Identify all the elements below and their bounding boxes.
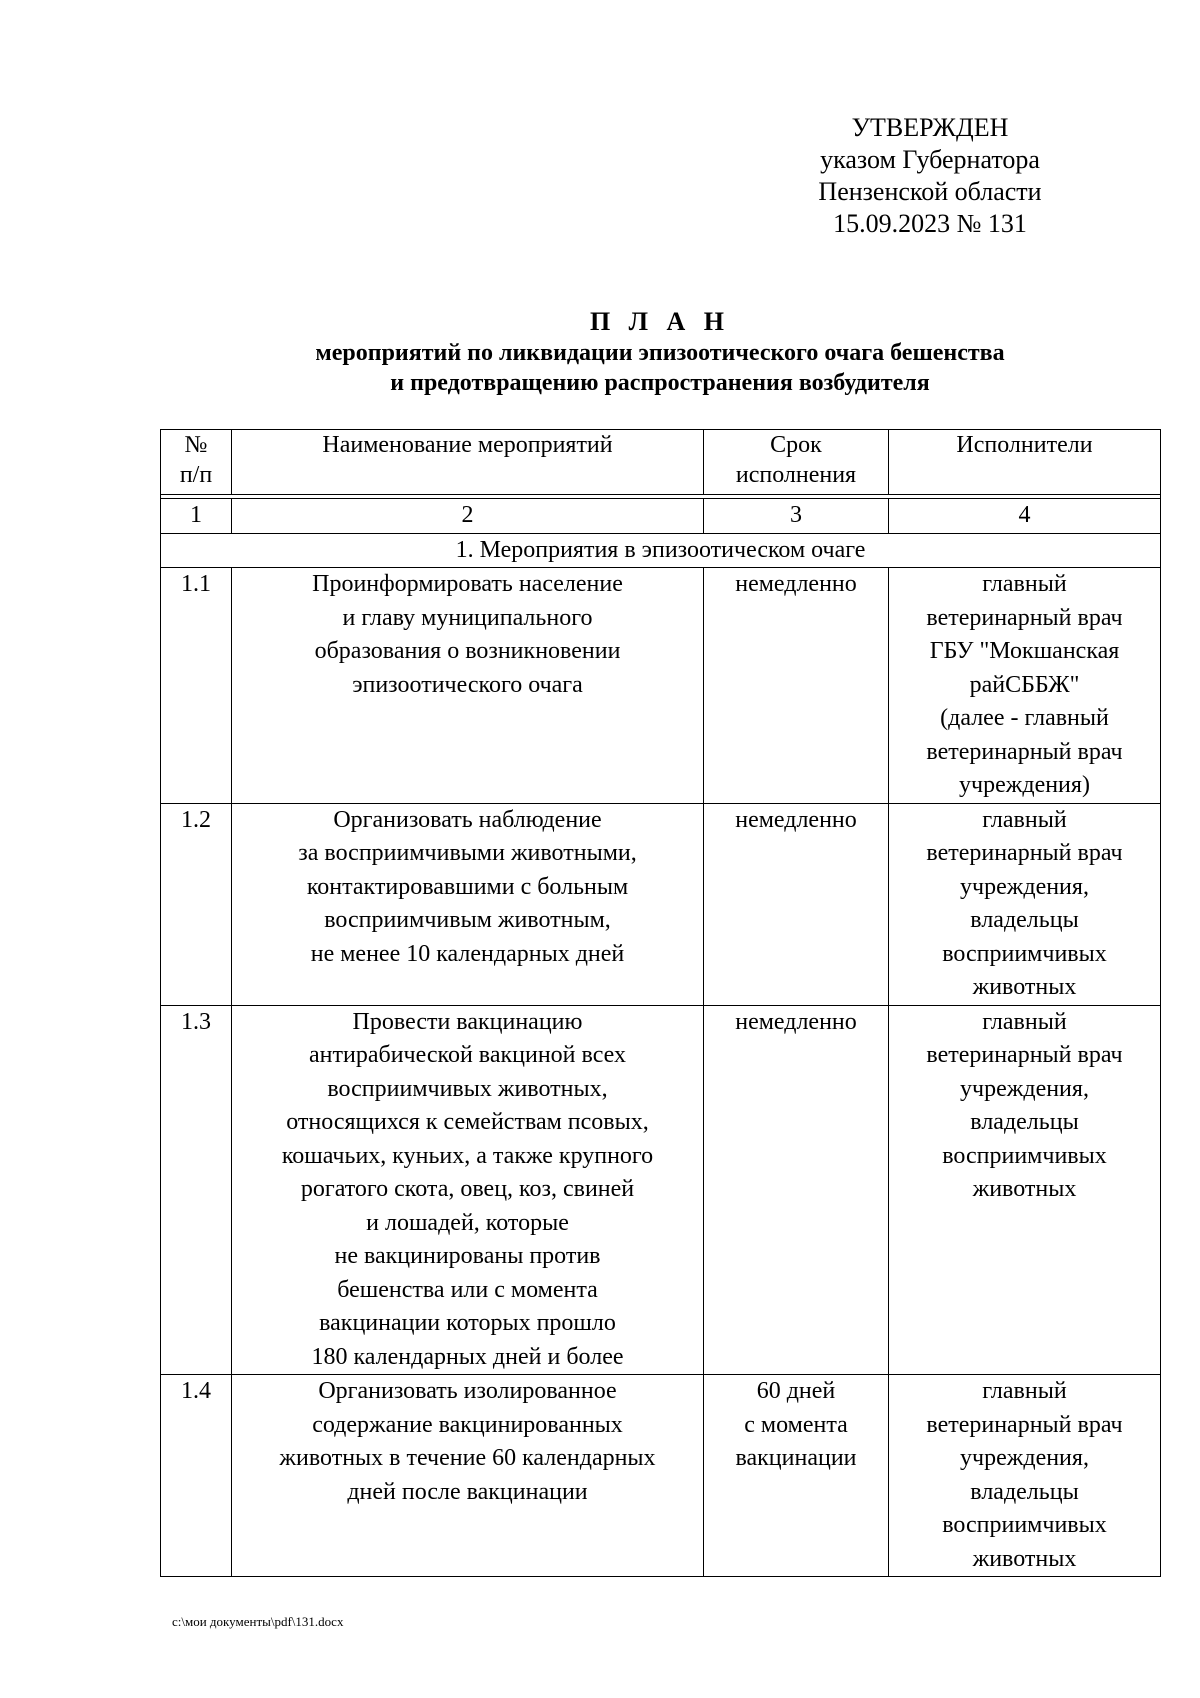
plan-table [160,429,1161,1577]
row-activity-line: рогатого скота, овец, коз, свиней [300,1176,635,1202]
approval-stamp [780,112,1080,240]
row-activity-line: контактировавшими с больным [306,873,629,900]
table-header-row [161,430,1161,495]
row-term-line: немедленно [735,571,857,597]
row-activity-line: образования о возникновении [314,638,621,664]
header-num-line-1: № [184,432,208,458]
row-number: 1.4 [161,1375,232,1577]
row-term [704,1005,889,1375]
approval-line-2: указом Губернатора [820,145,1040,174]
row-activity-line: восприимчивым животным, [324,907,611,933]
row-activity [232,1005,704,1375]
row-activity-line: относящихся к семействам псовых, [286,1109,649,1135]
row-executors-line: ветеринарный врач [926,738,1123,765]
row-activity-line: Организовать изолированное [318,1378,617,1404]
column-number-3: 3 [704,499,889,534]
header-term [704,430,889,495]
row-executors [889,1375,1161,1577]
header-term-line-1: Срок [770,432,822,458]
table-row [161,1005,1161,1375]
row-term-line: с момента [744,1411,848,1438]
section-title: 1. Мероприятия в эпизоотическом очаге [161,533,1161,568]
row-executors-line: учреждения, [960,1445,1089,1471]
row-number: 1.3 [161,1005,232,1375]
row-activity-line: кошачьих, куньих, а также крупного [281,1142,654,1169]
row-activity-line: дней после вакцинации [347,1478,588,1505]
approval-line-3: Пензенской области [818,177,1042,206]
section-row [161,533,1161,568]
column-number-1: 1 [161,499,232,534]
row-executors-line: восприимчивых [942,1142,1107,1169]
row-activity-line: и главу муниципального [342,604,593,631]
title-sub-1: мероприятий по ликвидации эпизоотического очага бешенства [315,340,1005,366]
row-number: 1.2 [161,803,232,1005]
row-executors-line: главный [982,1008,1067,1035]
row-executors-line: главный [982,1378,1067,1404]
header-executors: Исполнители [889,430,1161,495]
row-activity-line: и лошадей, которые [366,1209,569,1236]
row-executors-line: животных [972,974,1077,1000]
approval-line-1: УТВЕРЖДЕН [851,113,1009,142]
row-activity-line: содержание вакцинированных [312,1411,623,1438]
row-term-line: немедленно [735,1008,857,1035]
row-activity-line: за восприимчивыми животными, [298,840,637,866]
row-term [704,1375,889,1577]
title-main: П Л А Н [589,307,731,336]
row-executors [889,803,1161,1005]
row-executors-line: ветеринарный врач [926,1411,1123,1438]
row-number: 1.1 [161,568,232,804]
row-activity-line: вакцинации которых прошло [319,1310,616,1336]
table-row [161,1375,1161,1577]
row-activity-line: антирабической вакциной всех [309,1042,626,1068]
column-number-4: 4 [889,499,1161,534]
row-executors-line: учреждения, [960,1075,1089,1102]
row-executors-line: восприимчивых [942,940,1107,967]
row-activity [232,1375,704,1577]
row-executors-line: учреждения) [959,772,1090,798]
row-activity-line: Провести вакцинацию [352,1008,583,1035]
table-row [161,568,1161,804]
table-row [161,803,1161,1005]
column-number-2: 2 [232,499,704,534]
column-numbers-row [161,499,1161,534]
row-executors-line: ветеринарный врач [926,1042,1123,1068]
file-path-footer: c:\мои документы\pdf\131.docx [172,1614,344,1629]
row-activity-line: эпизоотического очага [352,671,583,698]
row-executors [889,1005,1161,1375]
row-executors-line: ветеринарный врач [926,840,1123,866]
row-executors-line: райСББЖ" [969,671,1080,698]
row-activity-line: Организовать наблюдение [333,806,602,833]
row-executors-line: животных [972,1176,1077,1202]
row-term [704,803,889,1005]
row-term-line: 60 дней [756,1378,836,1404]
header-num-line-2: п/п [179,462,213,488]
row-executors-line: ГБУ "Мокшанская [929,638,1120,664]
row-activity [232,568,704,804]
title-sub-2: и предотвращению распространения возбудителя [390,370,930,396]
row-term-line: немедленно [735,806,857,833]
row-executors-line: главный [982,571,1067,597]
row-executors-line: учреждения, [960,873,1089,900]
row-activity-line: восприимчивых животных, [327,1075,608,1102]
table-body [161,568,1161,1577]
row-executors-line: владельцы [970,907,1079,933]
row-executors [889,568,1161,804]
header-term-line-2: исполнения [735,462,857,488]
row-activity-line: не вакцинированы против [334,1243,601,1269]
row-activity-line: Проинформировать население [312,571,623,597]
row-term [704,568,889,804]
row-executors-line: владельцы [970,1478,1079,1505]
document-title [160,306,1160,398]
row-activity-line: животных в течение 60 календарных [279,1445,656,1471]
row-executors-line: владельцы [970,1109,1079,1135]
row-term-line: вакцинации [735,1445,857,1471]
row-executors-line: ветеринарный врач [926,604,1123,631]
row-activity-line: не менее 10 календарных дней [310,940,625,967]
row-executors-line: животных [972,1545,1077,1572]
row-executors-line: (далее - главный [940,705,1109,731]
row-executors-line: восприимчивых [942,1512,1107,1538]
approval-line-4: 15.09.2023 № 131 [833,209,1027,238]
row-activity [232,803,704,1005]
row-activity-line: бешенства или с момента [337,1276,598,1303]
header-name: Наименование мероприятий [232,430,704,495]
row-executors-line: главный [982,806,1067,833]
header-num [161,430,232,495]
row-activity-line: 180 календарных дней и более [311,1343,624,1370]
